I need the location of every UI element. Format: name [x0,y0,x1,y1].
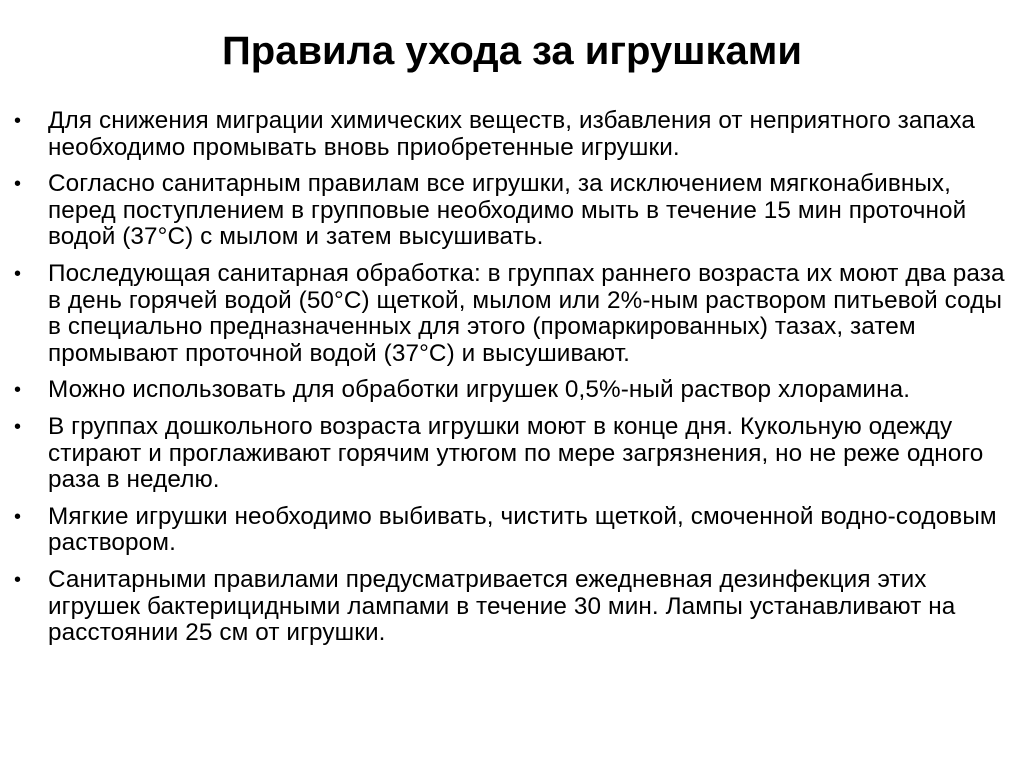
bullet-text: Можно использовать для обработки игрушек 0,5%-ный раствор хлорамина. [48,376,911,404]
bullet-text: В группах дошкольного возраста игрушки моют в конце дня. Кукольную одежду стирают и проглаживают горячим утюгом по мере загрязнения, но не реже одного раза в неделю. [48,412,984,494]
bullet-text: Санитарными правилами предусматривается ежедневная дезинфекция этих игрушек бактерицидными лампами в течение 30 мин. Лампы устанавливают на расстоянии 25 см от игрушки. [48,565,956,647]
bullet-icon: • [14,110,22,132]
bullet-icon: • [14,379,22,402]
bullet-text: Согласно санитарным правилам все игрушки, за исключением мягконабивных, перед поступлением в групповые необходимо мыть в течение 15 мин проточной водой (37°С) с мылом и затем высушивать. [48,170,967,251]
list-item [14,504,1014,557]
bullet-text: Последующая санитарная обработка: в группах раннего возраста их моют два раза в день горячей водой (50°С) щеткой, мылом или 2%-ным раствором питьевой соды в специально предназначенных для этого (промаркированных) тазах, затем промывают проточной водой (37°С) и высушивают. [48,259,1005,367]
list-item [14,567,1014,647]
list-item [14,377,1014,404]
bullet-icon: • [14,173,22,196]
list-item [14,108,1014,161]
list-item [14,414,1014,494]
list-item [14,171,1014,251]
slide-title: Правила ухода за игрушками [222,29,802,73]
bullet-icon: • [14,262,22,285]
bullet-list [14,108,1014,657]
bullet-text: Для снижения миграции химических веществ, избавления от неприятного запаха необходимо промывать вновь приобретенные игрушки. [48,107,975,161]
list-item [14,261,1014,367]
bullet-icon: • [14,568,22,591]
bullet-icon: • [14,415,22,438]
bullet-text: Мягкие игрушки необходимо выбивать, чистить щеткой, смоченной водно-содовым раствором. [48,502,997,557]
bullet-icon: • [14,505,22,528]
